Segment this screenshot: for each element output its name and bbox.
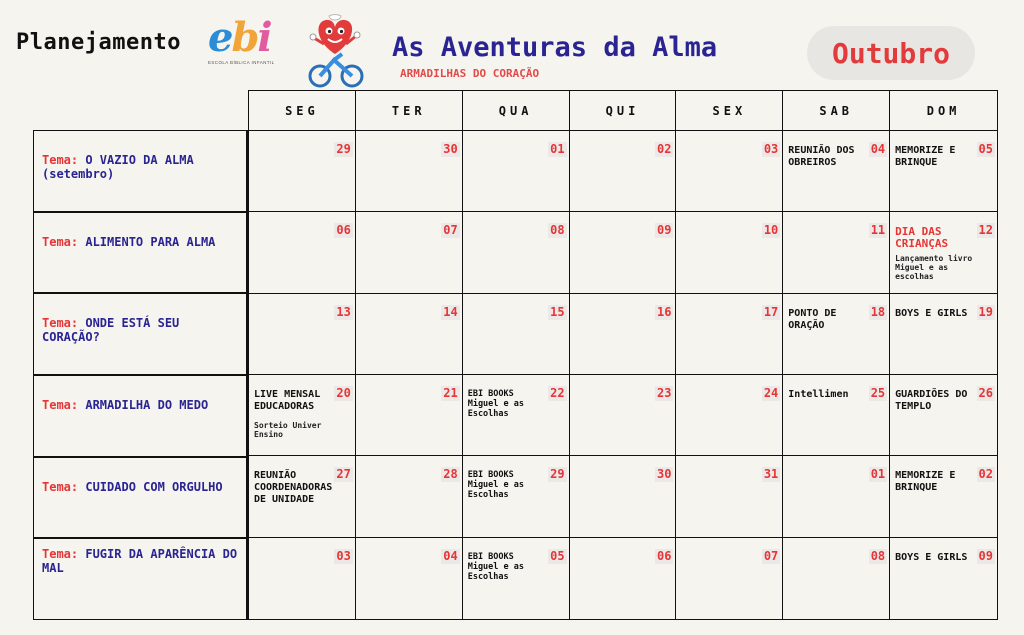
day-cell[interactable] <box>890 456 997 537</box>
day-number: 09 <box>656 223 672 238</box>
day-number: 12 <box>978 223 993 238</box>
theme-text: FUGIR DA APARÊNCIA DO MAL <box>42 547 238 576</box>
day-number: 02 <box>656 142 672 156</box>
day-number: 20 <box>336 386 351 400</box>
day-number: 27 <box>336 467 351 482</box>
day-cell[interactable] <box>356 538 463 619</box>
day-event <box>468 552 549 582</box>
day-number: 03 <box>336 548 351 563</box>
day-event-note: Sorteio Univer Ensino <box>254 421 322 439</box>
theme-text: O VAZIO DA ALMA (setembro) <box>42 153 194 181</box>
day-number: 04 <box>870 142 886 156</box>
day-number: 03 <box>763 142 779 156</box>
day-cell[interactable] <box>570 456 677 537</box>
day-number: 28 <box>443 467 458 482</box>
day-cell[interactable] <box>783 456 890 537</box>
weekday-header: QUI <box>570 91 677 131</box>
day-event-title: REUNIÃO COORDENADORAS DE UNIDADE <box>254 470 333 506</box>
weekday-header: DOM <box>890 91 997 131</box>
day-number: 11 <box>870 223 886 238</box>
day-event <box>254 389 335 439</box>
day-event-title: EBI BOOKS Miguel e as Escolhas <box>467 389 524 419</box>
day-cell[interactable] <box>570 294 677 375</box>
day-number: 06 <box>336 223 351 238</box>
day-cell[interactable] <box>356 212 463 293</box>
day-cell[interactable] <box>890 212 997 293</box>
day-cell[interactable] <box>463 212 570 293</box>
ebi-logo-letters: ebi <box>208 14 271 61</box>
theme-text: ARMADILHA DO MEDO <box>85 398 209 412</box>
day-number: 31 <box>763 467 779 482</box>
weekday-header: QUA <box>463 91 570 131</box>
main-title: As Aventuras da Alma <box>392 32 718 63</box>
theme-label: Tema: <box>42 547 79 562</box>
theme-label: Tema: <box>42 316 79 331</box>
day-event <box>895 226 977 281</box>
day-number: 18 <box>870 304 886 319</box>
day-cell[interactable] <box>890 131 997 212</box>
day-event-title: BOYS E GIRLS <box>895 551 968 563</box>
day-cell[interactable] <box>463 456 570 537</box>
day-number: 21 <box>443 386 458 400</box>
day-number: 01 <box>550 142 565 156</box>
day-event-title: LIVE MENSAL EDUCADORAS <box>254 389 321 412</box>
day-cell[interactable] <box>249 294 356 375</box>
day-cell[interactable] <box>570 538 677 619</box>
subtitle: ARMADILHAS DO CORAÇÃO <box>400 67 540 80</box>
week-theme <box>33 457 248 539</box>
day-number: 22 <box>550 386 565 400</box>
day-number: 26 <box>978 386 993 400</box>
day-cell[interactable] <box>890 294 997 375</box>
day-number: 05 <box>550 548 565 563</box>
day-cell[interactable] <box>249 375 356 456</box>
day-cell[interactable] <box>890 375 997 456</box>
day-event-title: EBI BOOKS Miguel e as Escolhas <box>467 551 524 582</box>
day-cell[interactable] <box>676 538 783 619</box>
day-cell[interactable] <box>356 456 463 537</box>
day-cell[interactable] <box>356 375 463 456</box>
day-number: 08 <box>550 223 565 238</box>
day-number: 01 <box>870 467 886 482</box>
day-number: 23 <box>656 386 672 400</box>
day-event-title: MEMORIZE E BRINQUE <box>895 145 956 168</box>
day-event <box>468 389 549 419</box>
day-number: 29 <box>336 142 351 156</box>
day-number: 09 <box>978 548 993 563</box>
day-number: 17 <box>763 304 779 319</box>
day-event-title: MEMORIZE E BRINQUE <box>895 470 956 494</box>
day-event <box>895 308 977 320</box>
day-number: 07 <box>443 223 458 238</box>
day-event <box>788 389 869 401</box>
week-theme <box>33 538 248 620</box>
day-event-title: DIA DAS CRIANÇAS <box>895 225 949 251</box>
day-event <box>895 470 977 494</box>
day-number: 02 <box>978 467 993 482</box>
day-event <box>895 389 977 413</box>
theme-label: Tema: <box>42 153 79 167</box>
weekday-header: SEG <box>249 91 356 131</box>
day-number: 13 <box>336 304 351 319</box>
day-event-title: GUARDIÕES DO TEMPLO <box>895 389 968 412</box>
day-cell[interactable] <box>676 212 783 293</box>
theme-label: Tema: <box>42 234 79 249</box>
day-cell[interactable] <box>356 294 463 375</box>
day-cell[interactable] <box>463 375 570 456</box>
day-cell[interactable] <box>783 212 890 293</box>
weekday-header: SAB <box>783 91 890 131</box>
day-event-title: BOYS E GIRLS <box>895 307 968 319</box>
day-cell[interactable] <box>570 212 677 293</box>
day-event-title: Intellimen <box>788 389 849 400</box>
day-event <box>895 552 977 564</box>
day-cell[interactable] <box>249 538 356 619</box>
day-event-note: Lançamento livro Miguel e as escolhas <box>895 254 973 282</box>
day-event-title: PONTO DE ORAÇÃO <box>788 307 837 331</box>
day-cell[interactable] <box>783 131 890 212</box>
day-cell[interactable] <box>463 294 570 375</box>
day-event <box>895 145 977 169</box>
day-number: 10 <box>763 223 779 238</box>
day-event <box>788 308 869 332</box>
day-cell[interactable] <box>783 375 890 456</box>
day-event <box>788 145 869 169</box>
theme-label: Tema: <box>42 398 79 412</box>
day-event <box>254 470 335 506</box>
day-number: 29 <box>550 467 565 482</box>
day-cell[interactable] <box>570 131 677 212</box>
day-number: 06 <box>656 548 672 563</box>
day-cell[interactable] <box>783 538 890 619</box>
week-theme <box>33 130 248 212</box>
theme-label: Tema: <box>42 479 79 494</box>
day-event-title: REUNIÃO DOS OBREIROS <box>788 145 855 168</box>
day-event <box>468 470 549 500</box>
day-number: 30 <box>443 142 458 156</box>
planning-label: Planejamento <box>16 30 181 55</box>
theme-text: ALIMENTO PARA ALMA <box>85 234 216 249</box>
day-cell[interactable] <box>676 294 783 375</box>
day-number: 08 <box>870 548 886 563</box>
day-number: 19 <box>978 304 993 319</box>
day-number: 14 <box>443 304 458 319</box>
day-number: 15 <box>550 304 565 319</box>
weekday-header: TER <box>356 91 463 131</box>
day-cell[interactable] <box>676 131 783 212</box>
day-cell[interactable] <box>249 131 356 212</box>
day-number: 24 <box>763 386 779 400</box>
day-cell[interactable] <box>890 538 997 619</box>
day-number: 05 <box>978 142 993 156</box>
day-cell[interactable] <box>676 456 783 537</box>
ebi-logo-subtitle: ESCOLA BÍBLICA INFANTIL <box>208 60 275 65</box>
ebi-logo <box>208 14 288 70</box>
day-event-title: EBI BOOKS Miguel e as Escolhas <box>467 470 524 501</box>
day-cell[interactable] <box>570 375 677 456</box>
day-cell[interactable] <box>463 131 570 212</box>
calendar-grid <box>248 90 998 620</box>
month-badge: Outubro <box>807 26 975 80</box>
day-cell[interactable] <box>249 456 356 537</box>
day-cell[interactable] <box>249 212 356 293</box>
day-number: 16 <box>656 304 672 319</box>
heart-on-bicycle-icon <box>302 14 368 90</box>
day-number: 04 <box>443 548 458 563</box>
day-cell[interactable] <box>783 294 890 375</box>
day-cell[interactable] <box>356 131 463 212</box>
theme-text: CUIDADO COM ORGULHO <box>85 479 223 494</box>
day-number: 25 <box>870 386 886 400</box>
theme-text: ONDE ESTÁ SEU CORAÇÃO? <box>42 316 180 345</box>
day-number: 30 <box>656 467 672 482</box>
week-theme <box>33 293 248 375</box>
day-cell[interactable] <box>463 538 570 619</box>
day-number: 07 <box>763 548 779 563</box>
weekday-header: SEX <box>676 91 783 131</box>
day-cell[interactable] <box>676 375 783 456</box>
week-theme <box>33 375 248 457</box>
week-theme <box>33 212 248 294</box>
